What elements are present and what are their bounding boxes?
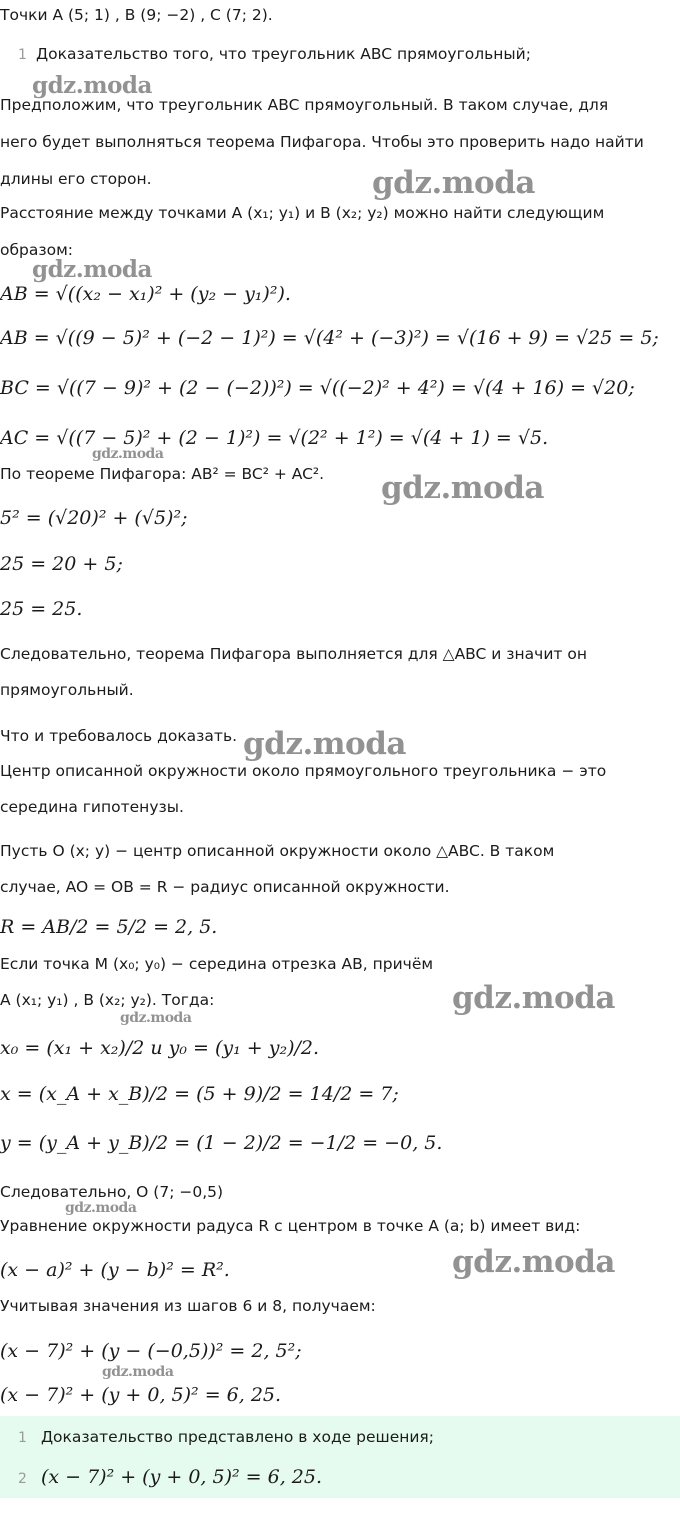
watermark: gdz.moda: [452, 980, 615, 1016]
text-line: [0, 465, 324, 483]
watermark: gdz.moda: [452, 1244, 615, 1280]
paragraph-text: него будет выполняться теорема Пифагора. Чтобы это проверить надо найти: [0, 133, 644, 151]
formula-line: [0, 916, 217, 938]
formula: x₀ = (x₁ + x₂)/2 и y₀ = (y₁ + y₂)/2.: [0, 1037, 320, 1059]
formula: 25 = 25.: [0, 598, 83, 620]
text-line: [0, 991, 214, 1009]
text-line: [0, 1297, 376, 1315]
text-line: [0, 727, 237, 745]
formula-line: [0, 377, 635, 399]
text-line: [0, 681, 134, 699]
answer-formula: (x − 7)² + (y + 0, 5)² = 6, 25.: [40, 1466, 322, 1488]
formula-line: [0, 598, 82, 620]
paragraph-text: образом:: [0, 241, 74, 259]
formula: (x − 7)² + (y − (−0,5))² = 2, 5²;: [0, 1340, 302, 1362]
watermark: gdz.moda: [102, 1364, 174, 1380]
paragraph-text: A (x₁; y₁) , B (x₂; y₂). Тогда:: [0, 991, 215, 1009]
formula: (x − a)² + (y − b)² = R².: [0, 1259, 230, 1281]
paragraph-text: длины его сторон.: [0, 170, 152, 188]
paragraph-text: Доказательство того, что треугольник ABC прямоугольный;: [36, 45, 531, 63]
formula: x = (x_A + x_B)/2 = (5 + 9)/2 = 14/2 = 7;: [0, 1083, 399, 1105]
formula-line: [0, 1259, 230, 1281]
formula-line: [0, 1340, 302, 1362]
text-line: [0, 170, 152, 188]
paragraph-text: Следовательно, O (7; −0,5): [0, 1183, 224, 1201]
paragraph-text: Пусть O (x; y) − центр описанной окружности около △ABC. В таком: [0, 842, 555, 860]
formula-line: [0, 427, 548, 449]
text-line: [0, 6, 273, 24]
paragraph-text: Расстояние между точками A (x₁; y₁) и B (x₂; y₂) можно найти следующим: [0, 204, 605, 222]
text-line: [0, 133, 644, 151]
paragraph-text: Что и требовалось доказать.: [0, 727, 238, 745]
formula: (x − 7)² + (y + 0, 5)² = 6, 25.: [0, 1384, 282, 1406]
answers-panel: [0, 1416, 680, 1498]
paragraph-text: Центр описанной окружности около прямоугольного треугольника − это: [0, 762, 607, 780]
text-line: [0, 878, 450, 896]
paragraph-text: Следовательно, теорема Пифагора выполняется для △ABC и значит он: [0, 645, 587, 663]
formula-line: [0, 1132, 442, 1154]
answer-number: 2: [18, 1471, 27, 1487]
text-line: [0, 1183, 223, 1201]
formula: AB = √((x₂ − x₁)² + (y₂ − y₁)²).: [0, 283, 291, 305]
text-line: [0, 645, 587, 663]
paragraph-text: случае, AO = OB = R − радиус описанной окружности.: [0, 878, 450, 896]
watermark: gdz.moda: [372, 165, 535, 201]
formula-line: [0, 507, 187, 529]
watermark: gdz.moda: [243, 726, 406, 762]
formula: BC = √((7 − 9)² + (2 − (−2))²) = √((−2)² + 4²) = √(4 + 16) = √20;: [0, 377, 635, 399]
formula-line: [0, 1037, 319, 1059]
watermark: gdz.moda: [120, 1010, 192, 1026]
text-line: [0, 842, 554, 860]
text-line: [0, 762, 606, 780]
formula-line: [0, 327, 659, 349]
formula: 25 = 20 + 5;: [0, 553, 123, 575]
formula: R = AB/2 = 5/2 = 2, 5.: [0, 916, 218, 938]
answer-number: 1: [18, 1430, 27, 1446]
answer-text: Доказательство представлено в ходе решения;: [40, 1428, 434, 1446]
paragraph-text: По теореме Пифагора: AB² = BC² + AC².: [0, 465, 325, 483]
formula: AC = √((7 − 5)² + (2 − 1)²) = √(2² + 1²) = √(4 + 1) = √5.: [0, 427, 549, 449]
formula: AB = √((9 − 5)² + (−2 − 1)²) = √(4² + (−3)²) = √(16 + 9) = √25 = 5;: [0, 327, 659, 349]
formula-line: [0, 1384, 281, 1406]
paragraph-text: Если точка M (x₀; y₀) − середина отрезка AB, причём: [0, 955, 434, 973]
text-line: [0, 204, 604, 222]
answer-2: [18, 1466, 322, 1488]
formula: y = (y_A + y_B)/2 = (1 − 2)/2 = −1/2 = −0, 5.: [0, 1132, 443, 1154]
text-line: [0, 955, 433, 973]
text-line: [0, 1217, 580, 1235]
paragraph-text: Уравнение окружности радуса R с центром в точке A (a; b) имеет вид:: [0, 1217, 581, 1235]
formula: 5² = (√20)² + (√5)²;: [0, 507, 188, 529]
formula-line: [0, 1083, 399, 1105]
paragraph-text: Предположим, что треугольник ABC прямоугольный. В таком случае, для: [0, 96, 609, 114]
paragraph-text: середина гипотенузы.: [0, 798, 184, 816]
paragraph-text: прямоугольный.: [0, 681, 134, 699]
text-line: [0, 798, 184, 816]
watermark: gdz.moda: [32, 256, 152, 283]
watermark: gdz.moda: [381, 470, 544, 506]
watermark: gdz.moda: [65, 1200, 137, 1216]
formula-line: [0, 553, 123, 575]
paragraph-text: Точки A (5; 1) , B (9; −2) , C (7; 2).: [0, 6, 273, 24]
paragraph-text: Учитывая значения из шагов 6 и 8, получаем:: [0, 1297, 376, 1315]
answer-1: [18, 1428, 434, 1446]
text-line: [18, 45, 531, 63]
formula-line: [0, 283, 291, 305]
watermark: gdz.moda: [32, 72, 152, 99]
watermark: gdz.moda: [92, 446, 164, 462]
step-number: 1: [18, 47, 27, 63]
